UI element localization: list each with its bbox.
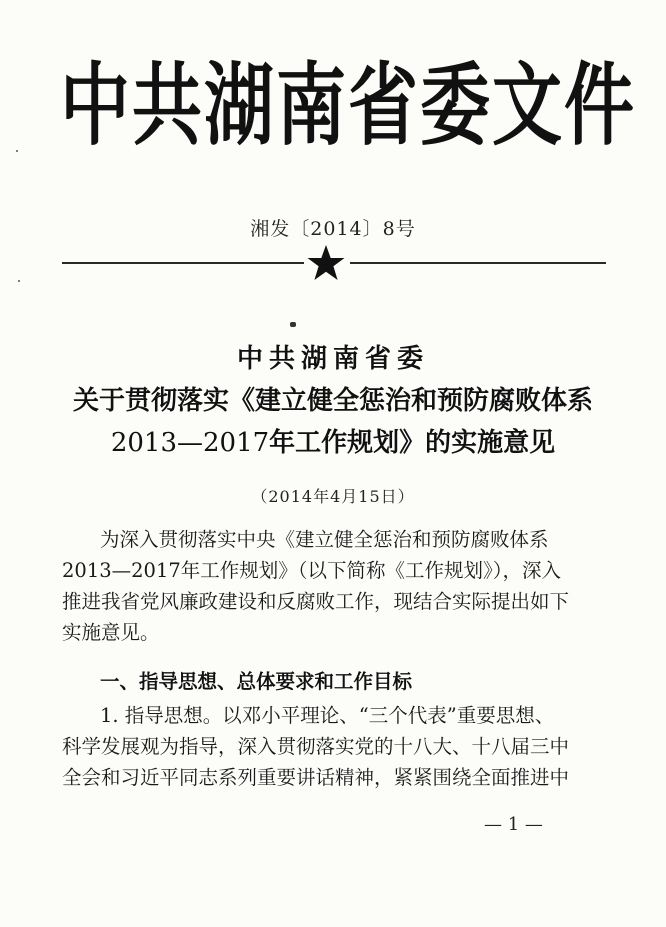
paragraph-line: 科学发展观为指导，深入贯彻落实党的十八大、十八届三中 [62, 735, 570, 758]
title-line-2: 关于贯彻落实《建立健全惩治和预防腐败体系 [72, 386, 593, 416]
paragraph-line: 推进我省党风廉政建设和反腐败工作，现结合实际提出如下 [62, 590, 570, 613]
title-line-3 [0, 422, 666, 459]
star-icon [306, 244, 346, 282]
intro-paragraph [62, 524, 606, 648]
title-line-3-rest: 年工作规划》的实施意见 [269, 428, 556, 458]
document-number: 湘发〔2014〕8号 [250, 218, 416, 240]
section-paragraph [62, 700, 606, 793]
paragraph-line: 全会和习近平同志系列重要讲话精神，紧紧围绕全面推进中 [62, 766, 570, 789]
title-line-1: 中共湖南省委 [236, 344, 429, 374]
scan-speck [18, 280, 20, 282]
paragraph-line: 实施意见。 [62, 621, 160, 644]
separator-line-right [350, 262, 606, 264]
section-heading: 一、指导思想、总体要求和工作目标 [100, 670, 413, 693]
issue-date: （2014年4月15日） [251, 487, 415, 506]
title-year-range: 2013—2017 [110, 428, 270, 458]
separator-line-left [62, 262, 304, 264]
paragraph-line: 1. 指导思想。以邓小平理论、“三个代表”重要思想、 [100, 704, 555, 727]
paragraph-line: 为深入贯彻落实中央《建立健全惩治和预防腐败体系 [100, 528, 549, 551]
page-number: — 1 — [484, 814, 543, 835]
paragraph-line: 2013—2017年工作规划》（以下简称《工作规划》），深入 [62, 559, 562, 582]
ink-mark [290, 322, 296, 327]
document-masthead: 中共湖南省委文件 [60, 53, 636, 159]
scan-speck [16, 150, 18, 152]
